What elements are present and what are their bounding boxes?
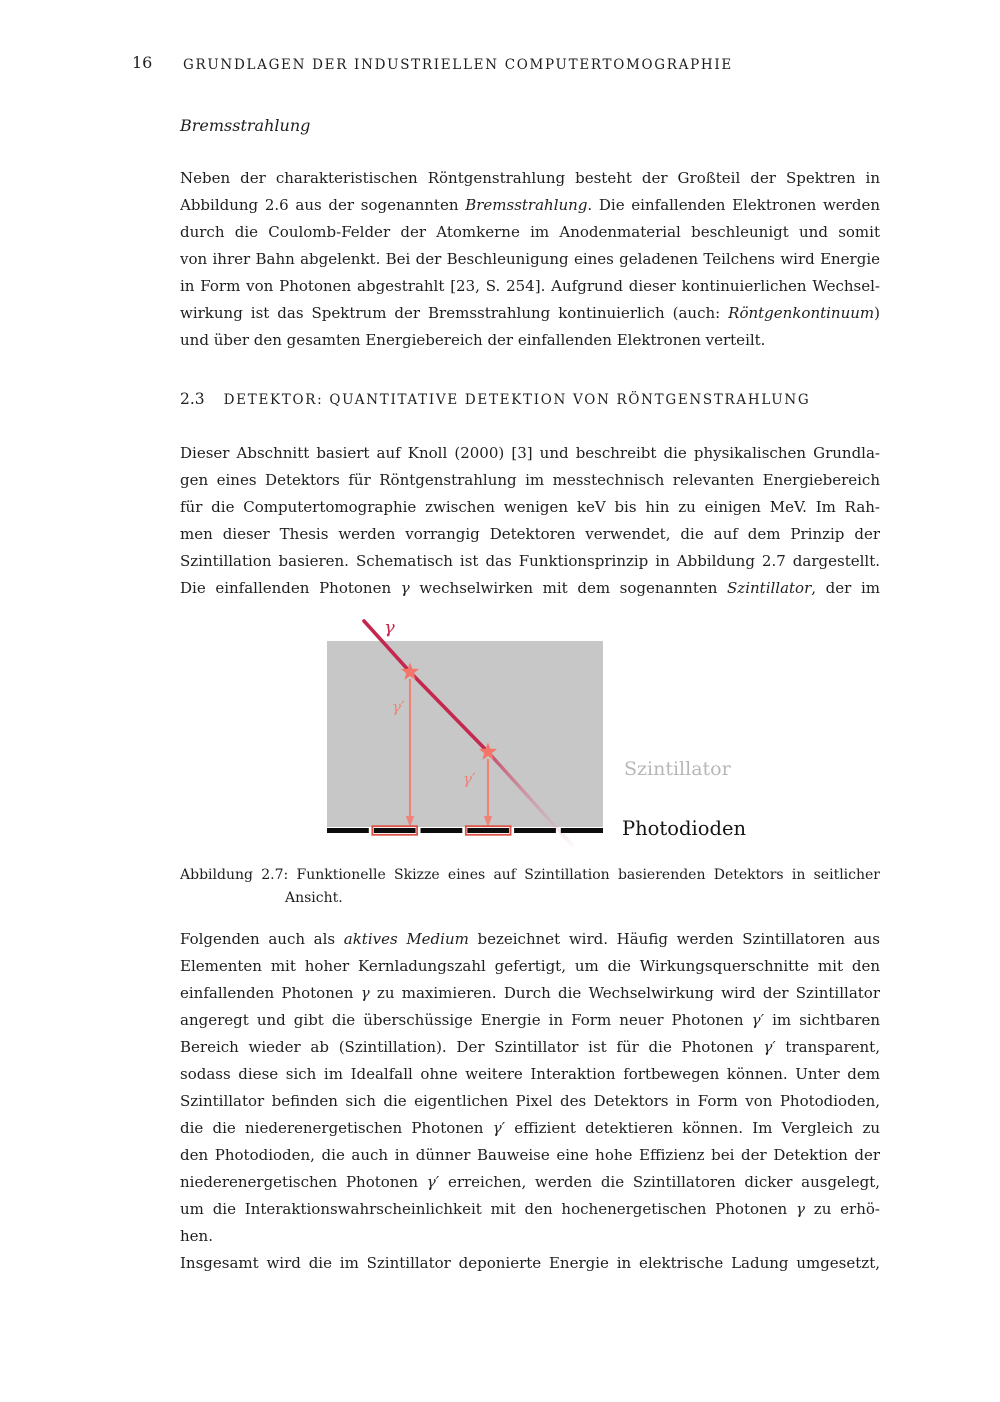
paragraph xyxy=(180,1250,880,1277)
text-line: Die einfallenden Photonen γ wechselwirken mit dem sogenannten Szintillator, der im xyxy=(180,579,880,597)
text-line: für die Computertomographie zwischen wenigen keV bis hin zu einigen MeV. Im Rah- xyxy=(180,498,880,516)
photodiode-segment xyxy=(327,828,369,833)
gamma-label: γ xyxy=(384,617,395,638)
scintillator-label: Szintillator xyxy=(624,758,731,780)
photodiode-segment xyxy=(514,828,556,833)
text-line: von ihrer Bahn abgelenkt. Bei der Beschleunigung eines geladenen Teilchens wird Energie xyxy=(180,250,880,268)
photodiodes-label: Photodioden xyxy=(622,817,747,840)
gamma-prime-label: γ′ xyxy=(463,770,476,788)
text-line: Insgesamt wird die im Szintillator deponierte Energie in elektrische Ladung umgesetzt, xyxy=(180,1254,880,1272)
text-line: durch die Coulomb-Felder der Atomkerne im Anodenmaterial beschleunigt und somit xyxy=(180,223,880,241)
text-line: Szintillator befinden sich die eigentlichen Pixel des Detektors in Form von Photodioden, xyxy=(180,1092,880,1110)
text-line: hen. xyxy=(180,1227,213,1245)
detector-diagram xyxy=(320,613,610,865)
text-line: sodass diese sich im Idealfall ohne weitere Interaktion fortbewegen können. Unter dem xyxy=(180,1065,880,1083)
text-line: Elementen mit hoher Kernladungszahl gefertigt, um die Wirkungsquerschnitte mit den xyxy=(180,957,880,975)
text-line: men dieser Thesis werden vorrangig Detektoren verwendet, die auf dem Prinzip der xyxy=(180,525,880,543)
text-line: in Form von Photonen abgestrahlt [23, S. 254]. Aufgrund dieser kontinuierlichen Wechsel- xyxy=(180,277,880,295)
section-heading xyxy=(180,390,810,408)
paragraph xyxy=(180,165,880,354)
gamma-prime-label: γ′ xyxy=(392,698,405,716)
paragraph xyxy=(180,440,880,602)
photodiode-segment xyxy=(467,828,509,833)
section-number: 2.3 xyxy=(180,390,205,408)
text-line: und über den gesamten Energiebereich der einfallenden Elektronen verteilt. xyxy=(180,331,766,349)
text-line: den Photodioden, die auch in dünner Bauweise eine hohe Effizienz bei der Detektion der xyxy=(180,1146,880,1164)
text-line: die die niederenergetischen Photonen γ′ effizient detektieren können. Im Vergleich zu xyxy=(180,1119,880,1137)
figure-caption xyxy=(180,864,880,909)
subsection-heading: Bremsstrahlung xyxy=(180,116,311,135)
text-line: Dieser Abschnitt basiert auf Knoll (2000) [3] und beschreibt die physikalischen Grundla- xyxy=(180,444,880,462)
page-number: 16 xyxy=(132,53,153,72)
text-line: niederenergetischen Photonen γ′ erreichen, werden die Szintillatoren dicker ausgelegt, xyxy=(180,1173,880,1191)
photodiode-segment xyxy=(561,828,603,833)
text-line: um die Interaktionswahrscheinlichkeit mit den hochenergetischen Photonen γ zu erhö- xyxy=(180,1200,880,1218)
photodiode-segment xyxy=(374,828,416,833)
scintillator-body xyxy=(327,641,603,827)
text-line: Bereich wieder ab (Szintillation). Der Szintillator ist für die Photonen γ′ transparent, xyxy=(180,1038,880,1056)
section-title: DETEKTOR: QUANTITATIVE DETEKTION VON RÖNTGENSTRAHLUNG xyxy=(223,392,811,408)
paragraph xyxy=(180,926,880,1250)
text-line: wirkung ist das Spektrum der Bremsstrahlung kontinuierlich (auch: Röntgenkontinuum) xyxy=(180,304,880,322)
caption-line: Ansicht. xyxy=(285,889,343,906)
running-head: GRUNDLAGEN DER INDUSTRIELLEN COMPUTERTOMOGRAPHIE xyxy=(183,57,733,73)
text-line: angeregt und gibt die überschüssige Energie in Form neuer Photonen γ′ im sichtbaren xyxy=(180,1011,880,1029)
text-line: Szintillation basieren. Schematisch ist das Funktionsprinzip in Abbildung 2.7 dargestellt. xyxy=(180,552,880,570)
caption-line: Abbildung 2.7: Funktionelle Skizze eines auf Szintillation basierenden Detektors in seitlicher xyxy=(180,867,880,883)
text-line: einfallenden Photonen γ zu maximieren. Durch die Wechselwirkung wird der Szintillator xyxy=(180,984,880,1002)
text-line: Folgenden auch als aktives Medium bezeichnet wird. Häufig werden Szintillatoren aus xyxy=(180,930,880,948)
text-line: Abbildung 2.6 aus der sogenannten Bremsstrahlung. Die einfallenden Elektronen werden xyxy=(180,196,880,214)
text-line: gen eines Detektors für Röntgenstrahlung im messtechnisch relevanten Energiebereich xyxy=(180,471,880,489)
text-line: Neben der charakteristischen Röntgenstrahlung besteht der Großteil der Spektren in xyxy=(180,169,880,187)
photodiode-segment xyxy=(421,828,463,833)
